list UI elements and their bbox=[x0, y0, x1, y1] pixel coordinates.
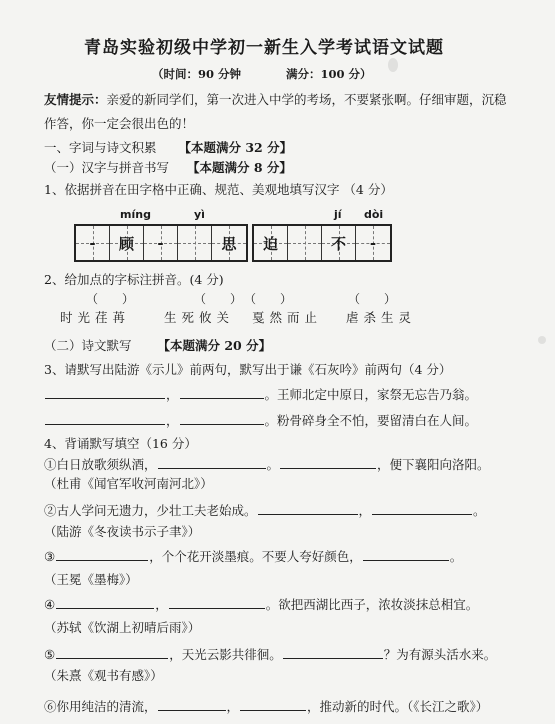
q4-item-5-end: ？为有源头活水来。 bbox=[383, 647, 497, 662]
page-title: 青岛实验初级中学初一新生入学考试语文试题 bbox=[84, 38, 444, 58]
grid-cell[interactable]: 不 bbox=[322, 226, 356, 260]
exam-time: （时间：90 分钟 bbox=[152, 67, 242, 81]
question-4: 4、背诵默写填空（16 分） bbox=[44, 436, 197, 451]
question-2: 2、给加点的字标注拼音。(4 分) bbox=[44, 272, 224, 287]
answer-blank[interactable] bbox=[180, 386, 264, 399]
grid-cell[interactable]: 迫 bbox=[254, 226, 288, 260]
q4-item-1-text: ①白日放歌须纵酒， bbox=[44, 457, 157, 472]
answer-blank[interactable] bbox=[372, 502, 472, 515]
q3-line-2: ， 。粉骨碎身全不怕，要留清白在人间。 bbox=[44, 412, 477, 429]
answer-blank[interactable] bbox=[240, 698, 306, 711]
q4-item-5-num: ⑤ bbox=[44, 647, 56, 662]
answer-blank[interactable] bbox=[180, 412, 264, 425]
subsection-1-heading bbox=[44, 160, 292, 176]
tianzige-grid-2 bbox=[252, 224, 392, 262]
tip-label: 友情提示： bbox=[44, 92, 107, 107]
q4-item-4-source: （苏轼《饮湖上初晴后雨》） bbox=[44, 620, 201, 635]
pinyin-2: yì bbox=[194, 208, 205, 221]
pinyin-blank-4[interactable]: （ ） bbox=[348, 292, 397, 306]
answer-blank[interactable] bbox=[363, 548, 449, 561]
answer-blank[interactable] bbox=[45, 412, 165, 425]
question-1: 1、依据拼音在田字格中正确、规范、美观地填写汉字 （4 分） bbox=[44, 182, 393, 197]
grid-cell[interactable] bbox=[178, 226, 212, 260]
section-1-title: 一、字词与诗文积累 bbox=[44, 140, 157, 155]
q4-item-3-text: ，个个花开淡墨痕。不要人夸好颜色， bbox=[149, 549, 362, 564]
q3-line-1-text: 。王师北定中原日，家祭无忘告乃翁。 bbox=[264, 387, 478, 402]
answer-blank[interactable] bbox=[280, 456, 376, 469]
answer-blank[interactable] bbox=[283, 646, 383, 659]
q3-line-1: ， 。王师北定中原日，家祭无忘告乃翁。 bbox=[44, 386, 477, 403]
q4-item-2-text: ②古人学问无遗力，少壮工夫老始成。 bbox=[44, 503, 257, 518]
word-3: 戛然而止 bbox=[252, 310, 323, 325]
word-2: 生死攸关 bbox=[164, 310, 235, 325]
pinyin-4: dòi bbox=[364, 208, 384, 221]
answer-blank[interactable] bbox=[56, 646, 168, 659]
section-1-heading bbox=[44, 140, 292, 156]
q4-item-3-num: ③ bbox=[44, 549, 56, 564]
answer-blank[interactable] bbox=[56, 548, 148, 561]
pinyin-blank-2[interactable]: （ ） bbox=[194, 292, 243, 306]
tip-text-1: 亲爱的新同学们，第一次进入中学的考场，不要紧张啊。仔细审题，沉稳 bbox=[106, 92, 507, 107]
pinyin-blank-1[interactable]: （ ） bbox=[86, 292, 135, 306]
pinyin-blank-3[interactable]: （ ） bbox=[244, 292, 293, 306]
q4-item-5 bbox=[44, 646, 496, 663]
answer-blank[interactable] bbox=[158, 698, 226, 711]
tip-text-2: 作答，你一定会很出色的！ bbox=[44, 116, 195, 131]
answer-blank[interactable] bbox=[169, 596, 265, 609]
exam-total-score: 满分：100 分） bbox=[286, 67, 372, 81]
q4-item-1-source: （杜甫《闻官军收河南河北》） bbox=[44, 476, 213, 491]
subsection-1-title: （一）汉字与拼音书写 bbox=[44, 160, 170, 175]
answer-blank[interactable] bbox=[258, 502, 358, 515]
grid-cell[interactable]: - bbox=[356, 226, 390, 260]
grid-cell[interactable]: - bbox=[76, 226, 110, 260]
q4-item-5-source: （朱熹《观书有感》） bbox=[44, 668, 163, 683]
q4-item-2-source: （陆游《冬夜读书示子聿》） bbox=[44, 524, 201, 539]
grid-cell[interactable] bbox=[288, 226, 322, 260]
grid-cell[interactable]: - bbox=[144, 226, 178, 260]
section-1-score: 【本题满分 32 分】 bbox=[178, 140, 293, 155]
answer-blank[interactable] bbox=[158, 456, 266, 469]
q4-item-4-text: 。欲把西湖比西子，浓妆淡抹总相宜。 bbox=[265, 597, 479, 612]
q4-item-3-source: （王冕《墨梅》） bbox=[44, 572, 138, 587]
grid-cell[interactable]: 顾 bbox=[110, 226, 144, 260]
q3-line-2-text: 。粉骨碎身全不怕，要留清白在人间。 bbox=[264, 413, 478, 428]
friendly-tip bbox=[44, 92, 507, 108]
subsection-2-score: 【本题满分 20 分】 bbox=[157, 338, 272, 353]
word-4: 虐杀生灵 bbox=[346, 310, 417, 325]
scan-smudge bbox=[388, 58, 398, 72]
q4-item-6: ⑥你用纯洁的清流， ， ，推动新的时代。（《长江之歌》） bbox=[44, 699, 489, 714]
pinyin-3: jí bbox=[334, 208, 342, 221]
q4-item-1-end: ，便下襄阳向洛阳。 bbox=[377, 457, 490, 472]
question-3: 3、请默写出陆游《示儿》前两句，默写出于谦《石灰吟》前两句（4 分） bbox=[44, 362, 452, 377]
q4-item-5-text: ，天光云影共徘徊。 bbox=[169, 647, 282, 662]
subsection-1-score: 【本题满分 8 分】 bbox=[187, 160, 292, 175]
word-1: 时光荏苒 bbox=[60, 310, 131, 325]
answer-blank[interactable] bbox=[56, 596, 154, 609]
answer-blank[interactable] bbox=[45, 386, 165, 399]
pinyin-1: míng bbox=[120, 208, 151, 221]
q4-item-4: ④ ， 。欲把西湖比西子，浓妆淡抹总相宜。 bbox=[44, 597, 479, 612]
grid-cell[interactable]: 思 bbox=[212, 226, 246, 260]
q4-item-4-num: ④ bbox=[44, 597, 56, 612]
q4-item-3: ③ ，个个花开淡墨痕。不要人夸好颜色， 。 bbox=[44, 549, 463, 564]
scan-smudge bbox=[538, 336, 546, 344]
tianzige-grid-1 bbox=[74, 224, 248, 262]
q4-item-6-end: ，推动新的时代。（《长江之歌》） bbox=[307, 699, 489, 714]
subsection-2-title: （二）诗文默写 bbox=[44, 338, 132, 353]
q4-item-6-text: ⑥你用纯洁的清流， bbox=[44, 699, 157, 714]
subsection-2-heading bbox=[44, 338, 271, 354]
q4-item-1: ①白日放歌须纵酒， 。 ，便下襄阳向洛阳。 bbox=[44, 457, 490, 472]
q4-item-2: ②古人学问无遗力，少壮工夫老始成。 ， 。 bbox=[44, 503, 486, 518]
